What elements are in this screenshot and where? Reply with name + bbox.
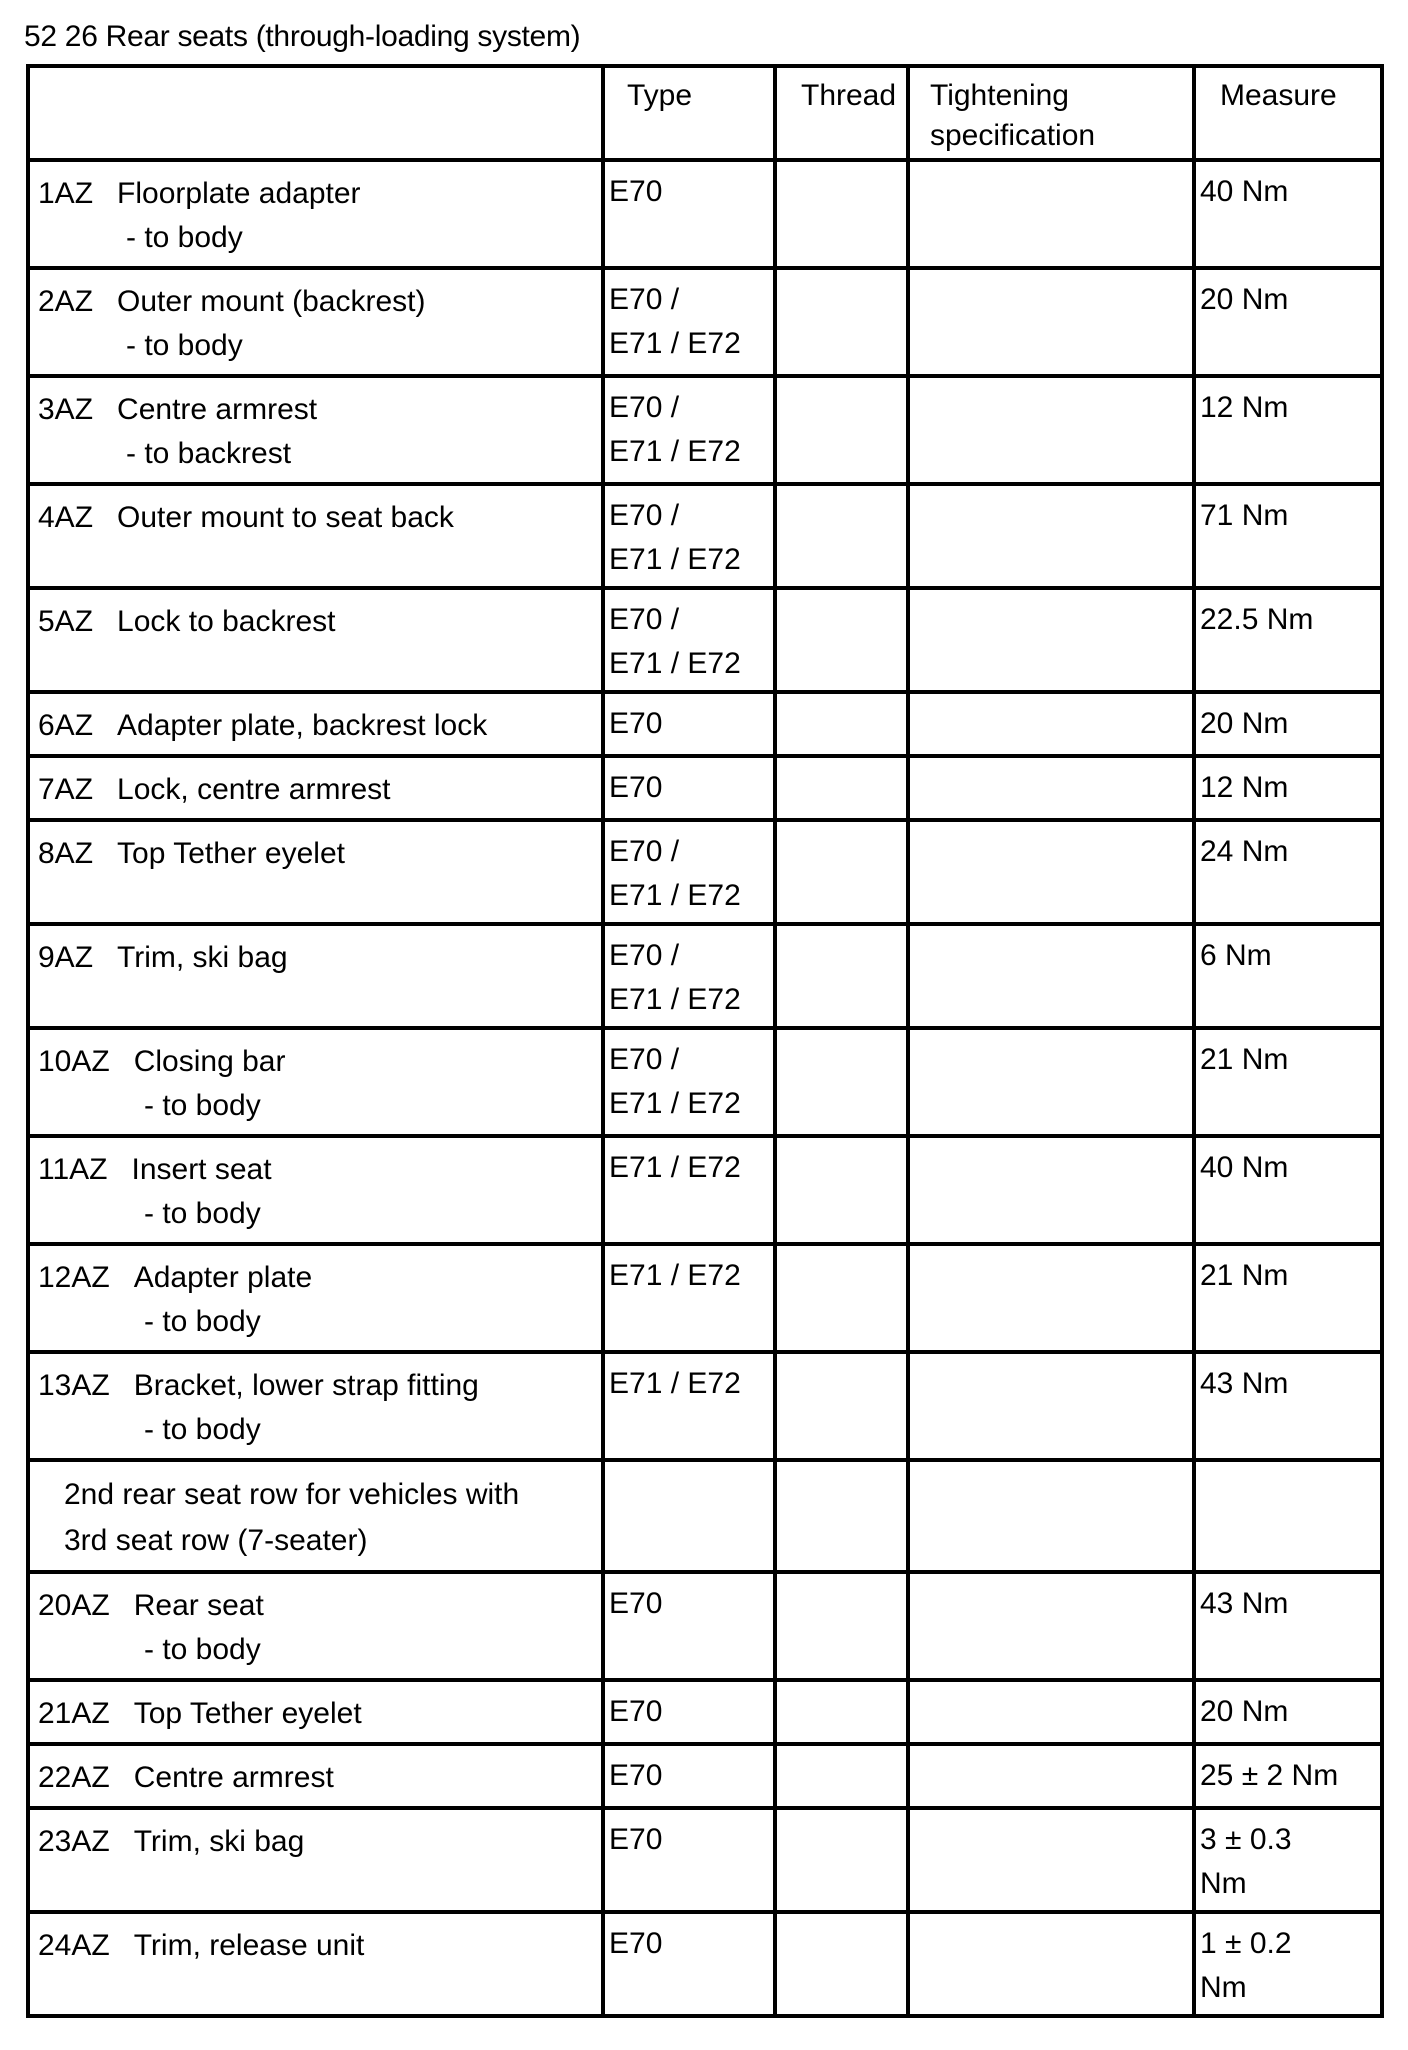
table-row — [28, 924, 1382, 1028]
type-line: E71 / E72 — [609, 1087, 741, 1120]
item-description — [28, 484, 603, 588]
measure-line: 43 Nm — [1200, 1367, 1289, 1400]
item-thread — [775, 376, 908, 484]
measure-line: 25 ± 2 Nm — [1200, 1759, 1339, 1792]
item-tightening — [908, 1136, 1194, 1244]
empty-cell — [908, 1460, 1194, 1572]
table-row — [28, 1244, 1382, 1352]
item-label: Top Tether eyelet — [117, 837, 345, 870]
item-measure — [1194, 1680, 1382, 1744]
item-number: 13AZ — [38, 1369, 110, 1402]
item-sublabel: - to body — [144, 1633, 261, 1666]
table-row — [28, 1680, 1382, 1744]
table-row — [28, 1808, 1382, 1912]
item-type — [603, 376, 775, 484]
item-description — [28, 1028, 603, 1136]
item-measure — [1194, 756, 1382, 820]
item-label: Centre armrest — [117, 393, 318, 426]
item-tightening — [908, 756, 1194, 820]
item-type — [603, 268, 775, 376]
item-tightening — [908, 1744, 1194, 1808]
type-line: E70 / — [609, 1043, 680, 1076]
item-thread — [775, 1244, 908, 1352]
item-description — [28, 268, 603, 376]
item-type — [603, 588, 775, 692]
item-type — [603, 1244, 775, 1352]
item-thread — [775, 1028, 908, 1136]
item-label: Floorplate adapter — [117, 177, 361, 210]
type-line: E70 — [609, 707, 663, 740]
item-measure — [1194, 588, 1382, 692]
item-tightening — [908, 1808, 1194, 1912]
item-measure — [1194, 1572, 1382, 1680]
empty-cell — [603, 1460, 775, 1572]
table-header-row — [28, 66, 1382, 160]
item-description — [28, 1352, 603, 1460]
item-number: 23AZ — [38, 1825, 110, 1858]
header-type: Type — [603, 66, 775, 160]
item-description — [28, 1912, 603, 2016]
item-sublabel: - to body — [144, 1413, 261, 1446]
item-label: Trim, release unit — [133, 1929, 365, 1962]
item-number: 9AZ — [38, 941, 94, 974]
item-number: 8AZ — [38, 837, 94, 870]
item-measure — [1194, 1136, 1382, 1244]
item-label: Outer mount to seat back — [117, 501, 454, 534]
item-sublabel: - to body — [126, 329, 243, 362]
measure-line: 6 Nm — [1200, 939, 1272, 972]
item-type — [603, 1912, 775, 2016]
item-measure — [1194, 484, 1382, 588]
type-line: E70 — [609, 1587, 663, 1620]
type-line: E70 / — [609, 835, 680, 868]
measure-line: 1 ± 0.2 — [1200, 1927, 1292, 1960]
item-description — [28, 1808, 603, 1912]
item-thread — [775, 588, 908, 692]
item-sublabel: - to body — [126, 221, 243, 254]
item-thread — [775, 1572, 908, 1680]
item-measure — [1194, 1808, 1382, 1912]
item-label: Outer mount (backrest) — [117, 285, 426, 318]
type-line: E70 / — [609, 391, 680, 424]
type-line: E71 / E72 — [609, 1367, 741, 1400]
item-measure — [1194, 820, 1382, 924]
item-number: 22AZ — [38, 1761, 110, 1794]
item-tightening — [908, 1028, 1194, 1136]
item-tightening — [908, 1352, 1194, 1460]
measure-line: 24 Nm — [1200, 835, 1289, 868]
item-measure — [1194, 1028, 1382, 1136]
item-label: Insert seat — [131, 1153, 272, 1186]
measure-line: 20 Nm — [1200, 707, 1289, 740]
item-number: 24AZ — [38, 1929, 110, 1962]
type-line: E71 / E72 — [609, 543, 741, 576]
item-measure — [1194, 924, 1382, 1028]
item-description — [28, 1680, 603, 1744]
measure-line: Nm — [1200, 1867, 1247, 1900]
item-label: Adapter plate — [133, 1261, 313, 1294]
type-line: E70 — [609, 1927, 663, 1960]
item-number: 7AZ — [38, 773, 94, 806]
type-line: E70 — [609, 175, 663, 208]
item-tightening — [908, 820, 1194, 924]
table-row — [28, 756, 1382, 820]
section-note-line: 2nd rear seat row for vehicles with — [64, 1478, 520, 1511]
item-thread — [775, 924, 908, 1028]
measure-line: 20 Nm — [1200, 1695, 1289, 1728]
item-tightening — [908, 160, 1194, 268]
item-label: Adapter plate, backrest lock — [117, 709, 488, 742]
item-label: Closing bar — [133, 1045, 286, 1078]
item-thread — [775, 160, 908, 268]
item-type — [603, 820, 775, 924]
type-line: E71 / E72 — [609, 1151, 741, 1184]
item-thread — [775, 820, 908, 924]
measure-line: Nm — [1200, 1971, 1247, 2004]
type-line: E70 / — [609, 603, 680, 636]
item-tightening — [908, 692, 1194, 756]
table-row — [28, 588, 1382, 692]
item-thread — [775, 1680, 908, 1744]
item-label: Lock, centre armrest — [117, 773, 391, 806]
item-type — [603, 1352, 775, 1460]
item-tightening — [908, 376, 1194, 484]
measure-line: 21 Nm — [1200, 1259, 1289, 1292]
item-sublabel: - to backrest — [126, 437, 292, 470]
measure-line: 71 Nm — [1200, 499, 1289, 532]
item-thread — [775, 484, 908, 588]
torque-table — [26, 64, 1384, 2018]
type-line: E70 / — [609, 939, 680, 972]
table-row — [28, 1028, 1382, 1136]
item-description — [28, 692, 603, 756]
item-label: Rear seat — [133, 1589, 264, 1622]
item-number: 20AZ — [38, 1589, 110, 1622]
item-measure — [1194, 692, 1382, 756]
measure-line: 43 Nm — [1200, 1587, 1289, 1620]
item-thread — [775, 1744, 908, 1808]
type-line: E70 / — [609, 283, 680, 316]
measure-line: 21 Nm — [1200, 1043, 1289, 1076]
type-line: E70 — [609, 1823, 663, 1856]
item-description — [28, 160, 603, 268]
item-type — [603, 160, 775, 268]
item-tightening — [908, 1912, 1194, 2016]
measure-line: 12 Nm — [1200, 771, 1289, 804]
type-line: E70 — [609, 1695, 663, 1728]
table-row — [28, 1912, 1382, 2016]
type-line: E71 / E72 — [609, 435, 741, 468]
item-number: 6AZ — [38, 709, 94, 742]
table-row — [28, 1744, 1382, 1808]
item-label: Bracket, lower strap fitting — [133, 1369, 479, 1402]
item-measure — [1194, 160, 1382, 268]
item-description — [28, 924, 603, 1028]
table-row — [28, 692, 1382, 756]
item-tightening — [908, 484, 1194, 588]
measure-line: 20 Nm — [1200, 283, 1289, 316]
table-row — [28, 484, 1382, 588]
item-measure — [1194, 268, 1382, 376]
item-type — [603, 1028, 775, 1136]
table-row — [28, 1136, 1382, 1244]
item-type — [603, 1808, 775, 1912]
item-measure — [1194, 1744, 1382, 1808]
item-measure — [1194, 1244, 1382, 1352]
table-row — [28, 160, 1382, 268]
measure-line: 40 Nm — [1200, 175, 1289, 208]
table-row — [28, 376, 1382, 484]
item-tightening — [908, 588, 1194, 692]
type-line: E70 — [609, 1759, 663, 1792]
item-type — [603, 756, 775, 820]
item-thread — [775, 756, 908, 820]
item-measure — [1194, 1352, 1382, 1460]
item-type — [603, 484, 775, 588]
table-row — [28, 1352, 1382, 1460]
item-tightening — [908, 924, 1194, 1028]
item-number: 11AZ — [38, 1153, 108, 1186]
type-line: E71 / E72 — [609, 879, 741, 912]
item-sublabel: - to body — [144, 1089, 261, 1122]
measure-line: 12 Nm — [1200, 391, 1289, 424]
section-note-row — [28, 1460, 1382, 1572]
item-tightening — [908, 268, 1194, 376]
type-line: E70 — [609, 771, 663, 804]
item-number: 12AZ — [38, 1261, 110, 1294]
measure-line: 3 ± 0.3 — [1200, 1823, 1292, 1856]
item-label: Top Tether eyelet — [133, 1697, 362, 1730]
item-description — [28, 1244, 603, 1352]
page-title: 52 26 Rear seats (through-loading system) — [24, 20, 581, 53]
item-number: 4AZ — [38, 501, 94, 534]
item-label: Trim, ski bag — [133, 1825, 305, 1858]
item-label: Centre armrest — [133, 1761, 334, 1794]
item-type — [603, 1680, 775, 1744]
type-line: E71 / E72 — [609, 983, 741, 1016]
measure-line: 40 Nm — [1200, 1151, 1289, 1184]
item-number: 21AZ — [38, 1697, 110, 1730]
item-number: 3AZ — [38, 393, 94, 426]
item-type — [603, 924, 775, 1028]
header-thread: Thread — [775, 66, 908, 160]
item-number: 10AZ — [38, 1045, 110, 1078]
measure-line: 22.5 Nm — [1200, 603, 1314, 636]
item-number: 5AZ — [38, 605, 94, 638]
item-description — [28, 376, 603, 484]
item-description — [28, 1136, 603, 1244]
item-thread — [775, 1136, 908, 1244]
item-thread — [775, 268, 908, 376]
item-measure — [1194, 1912, 1382, 2016]
type-line: E70 / — [609, 499, 680, 532]
item-measure — [1194, 376, 1382, 484]
item-thread — [775, 1352, 908, 1460]
item-tightening — [908, 1572, 1194, 1680]
table-row — [28, 1572, 1382, 1680]
item-type — [603, 1572, 775, 1680]
table-row — [28, 820, 1382, 924]
empty-cell — [775, 1460, 908, 1572]
item-label: Lock to backrest — [117, 605, 336, 638]
header-tightening: Tightening specification — [908, 66, 1194, 160]
type-line: E71 / E72 — [609, 1259, 741, 1292]
item-tightening — [908, 1680, 1194, 1744]
item-description — [28, 588, 603, 692]
empty-cell — [1194, 1460, 1382, 1572]
item-number: 2AZ — [38, 285, 94, 318]
item-description — [28, 756, 603, 820]
section-note — [28, 1460, 603, 1572]
item-tightening — [908, 1244, 1194, 1352]
section-note-line: 3rd seat row (7-seater) — [64, 1524, 368, 1557]
item-type — [603, 1744, 775, 1808]
header-description — [28, 66, 603, 160]
item-thread — [775, 692, 908, 756]
item-type — [603, 1136, 775, 1244]
item-sublabel: - to body — [144, 1305, 261, 1338]
item-description — [28, 1744, 603, 1808]
item-sublabel: - to body — [144, 1197, 261, 1230]
item-label: Trim, ski bag — [117, 941, 288, 974]
item-thread — [775, 1912, 908, 2016]
table-row — [28, 268, 1382, 376]
type-line: E71 / E72 — [609, 327, 741, 360]
item-description — [28, 820, 603, 924]
type-line: E71 / E72 — [609, 647, 741, 680]
header-measure: Measure — [1194, 66, 1382, 160]
item-type — [603, 692, 775, 756]
item-description — [28, 1572, 603, 1680]
item-thread — [775, 1808, 908, 1912]
item-number: 1AZ — [38, 177, 94, 210]
